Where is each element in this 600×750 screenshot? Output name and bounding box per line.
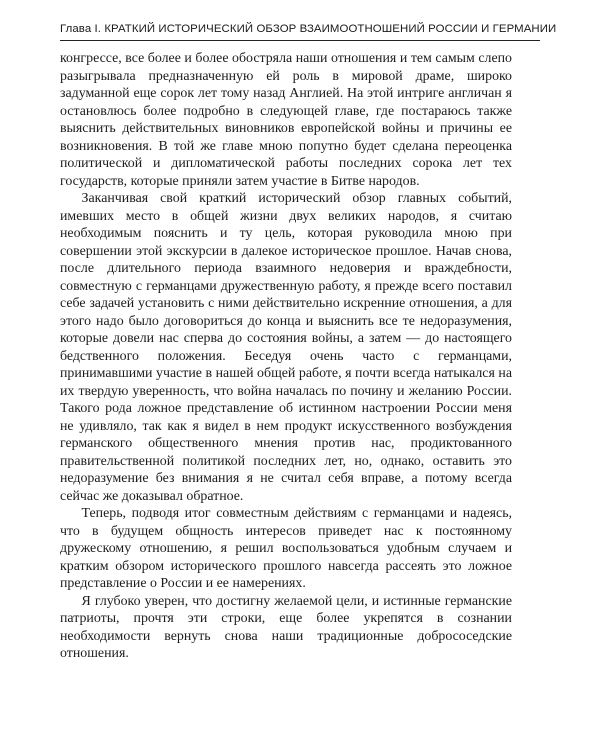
paragraph-3: Теперь, подводя итог совместным действиям с германцами и надеясь, что в будущем общность интересов приведет нас к постоянному дружескому отношению, я решил воспользоваться удобным случаем и кратким обзором исторического прошлого навсегда рассеять это ложное представление о России и ее намерениях. (60, 506, 512, 591)
header-rule (60, 40, 540, 41)
body-text (60, 50, 512, 663)
paragraph-4: Я глубоко уверен, что достигну желаемой цели, и истинные германские патриоты, прочтя эти строки, еще более укрепятся в сознании необходимости вернуть снова наши традиционные добрососедские отношения. (60, 593, 512, 661)
paragraph-2: Заканчивая свой краткий исторический обзор главных событий, имевших место в общей жизни двух великих народов, я считаю необходимым пояснить и ту цель, которая руководила мною при совершении этой экскурсии в далекое историческое прошлое. Начав снова, после длительного периода взаимного недоверия и враждебности, совместную с германцами дружественную работу, я прежде всего поставил себе задачей установить с ними действительно искренние отношения, а для этого надо было договориться до конца и выяснить все те недоразумения, которые довели нас сперва до состояния войны, а затем — до настоящего бедственного положения. Беседуя очень часто с германцами, принимавшими участие в нашей общей работе, я почти всегда натыкался на их твердую уверенность, что война началась по почину и желанию России. Такого рода ложное представление об истинном настроении России меня не удивляло, так как я видел в нем продукт искусственного возбуждения германского общественного мнения против нас, продиктованного правительственной политикой последних лет, но, однако, оставить это недоразумение без внимания я не считал себя вправе, а потому всегда сейчас же доказывал обратное. (60, 191, 512, 504)
paragraph-1: конгрессе, все более и более обостряла наши отношения и тем самым слепо разыгрывала предназначенную ей роль в мировой драме, широко задуманной еще сорок лет тому назад Англией. На этой интриге англичан я остановлюсь более подробно в следующей главе, где постараюсь также выяснить действительных виновников европейской войны и причины ее возникновения. В той же главе мною попутно будет сделана переоценка политической и дипломатической работы последних сорока лет тех государств, которые приняли затем участие в Битве народов. (60, 51, 512, 189)
running-header: Глава I. КРАТКИЙ ИСТОРИЧЕСКИЙ ОБЗОР ВЗАИМООТНОШЕНИЙ РОССИИ И ГЕРМАНИИ (60, 23, 557, 35)
